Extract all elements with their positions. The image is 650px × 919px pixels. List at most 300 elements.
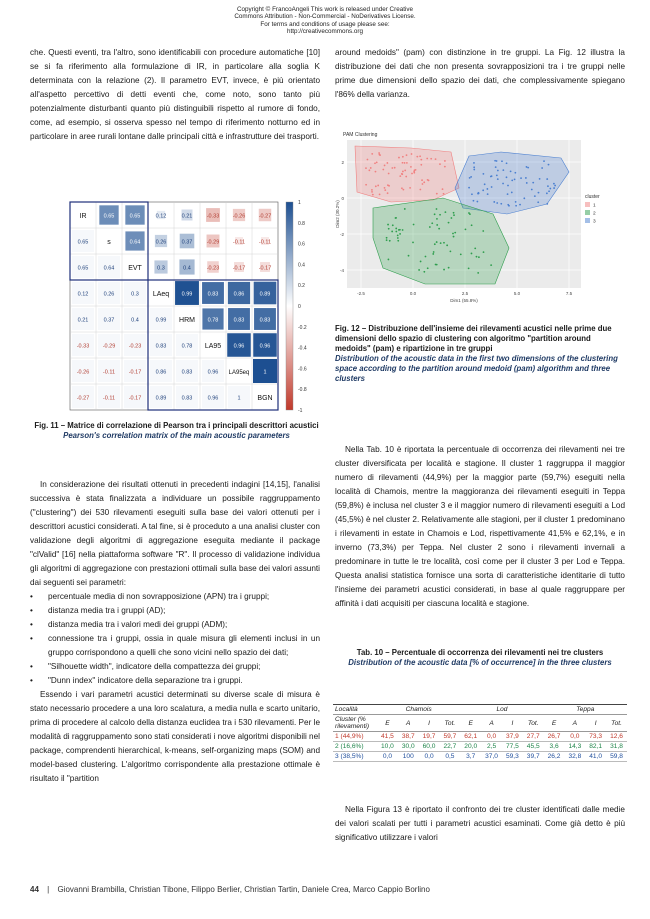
tab10-caption <box>335 648 625 668</box>
data-point <box>514 172 516 174</box>
x-axis-label: Dim1 (55.8%) <box>450 298 478 303</box>
table-cell: 2,5 <box>486 743 497 750</box>
bullet-item: • percentuale media di non sovrapposizione (APN) tra i gruppi; <box>30 590 320 604</box>
matrix-value: 1 <box>237 395 241 402</box>
table-cell: 0,0 <box>382 753 392 760</box>
table-cell: 59,3 <box>505 753 519 760</box>
data-point <box>387 192 389 194</box>
data-point <box>432 253 434 255</box>
bullet-item: • distanza media tra i valori medi dei gruppi (ADM); <box>30 618 320 632</box>
y-tick-label: 0 <box>341 196 344 201</box>
paragraph: Nella Figura 13 è riportato il confronto dei tre cluster identificati dalle medie dei valori scalati per tutti i parametri acustici esaminati. Come già detto è più significativo utilizzare i valori <box>335 805 625 842</box>
data-point <box>382 169 384 171</box>
table-cell: 3,7 <box>466 753 476 760</box>
data-point <box>402 162 404 164</box>
data-point <box>423 271 425 273</box>
data-point <box>436 193 438 195</box>
table-row <box>333 732 627 742</box>
data-point <box>491 175 493 177</box>
data-point <box>511 192 513 194</box>
data-point <box>439 214 441 216</box>
data-point <box>539 178 541 180</box>
data-point <box>368 169 370 171</box>
matrix-value: -0.23 <box>206 265 220 272</box>
data-point <box>484 183 486 185</box>
table-cell: 3,6 <box>549 743 559 750</box>
matrix-value: 0.86 <box>233 291 245 298</box>
x-tick-label: 5.0 <box>513 291 521 296</box>
data-point <box>446 244 448 246</box>
data-point <box>468 187 470 189</box>
data-point <box>448 222 450 224</box>
data-point <box>465 228 467 230</box>
x-tick-label: -2.5 <box>357 291 365 296</box>
data-point <box>471 253 473 255</box>
table-cell: 60,0 <box>422 743 436 750</box>
data-point <box>436 264 438 266</box>
colorbar-tick: -1 <box>298 408 303 414</box>
data-point <box>379 154 381 156</box>
matrix-value: -0.29 <box>206 239 220 246</box>
data-point <box>497 170 499 172</box>
data-point <box>402 189 404 191</box>
header-cell: A <box>406 719 411 727</box>
data-point <box>427 179 429 181</box>
page-footer <box>30 885 430 894</box>
data-point <box>440 242 442 244</box>
data-point <box>408 255 410 257</box>
matrix-value: -0.17 <box>258 265 272 272</box>
table-cell: 3 (38,5%) <box>335 753 364 760</box>
matrix-value: 0.83 <box>259 317 271 324</box>
paragraph: In considerazione dei risultati ottenuti in precedenti indagini [14,15], l'analisi successiva è stata finalizzata a individuare un possibile raggruppamento ("clustering") dei 530 rilevamenti eseguiti sulla base dei valori ottenuti per i descrittori acustici considerati. A tal fine, si è proceduto a una analisi cluster con validazione degli algoritmi di aggregazione eseguita mediante il package "clValid" [16] nella piattaforma software "R". Il processo di validazione individua gli algoritmi di aggregazione con prestazioni ottimali sulla base dei valori assunti dai seguenti sei parametri: <box>30 480 320 587</box>
table-cell: 10,0 <box>380 743 394 750</box>
table-cell: 22,7 <box>443 743 457 750</box>
header-cell: Tot. <box>611 719 622 727</box>
header-cell: Cluster (% rilevamenti) <box>335 716 370 730</box>
table-cell: 31,8 <box>610 743 623 750</box>
data-point <box>379 193 381 195</box>
matrix-value: 0.65 <box>129 213 141 220</box>
notice-line: For terms and conditions of usage please see: <box>260 20 390 28</box>
data-point <box>397 234 399 236</box>
matrix-value: 0.78 <box>181 343 193 350</box>
copyright-notice <box>0 6 650 35</box>
data-point <box>374 162 376 164</box>
matrix-label: LA95eq <box>228 370 250 376</box>
data-point <box>388 173 390 175</box>
data-point <box>553 187 555 189</box>
colorbar-tick: 0.2 <box>298 283 305 290</box>
data-point <box>453 214 455 216</box>
data-point <box>460 253 462 255</box>
data-point <box>520 177 522 179</box>
table-cell: 0,0 <box>424 753 434 760</box>
data-point <box>434 213 436 215</box>
matrix-value: 0.83 <box>207 291 219 298</box>
data-point <box>468 267 470 269</box>
footer-separator: | <box>47 885 50 894</box>
bullet-item: • "Dunn index" indicatore della separazione tra i gruppi. <box>30 674 320 688</box>
header-cell: E <box>468 719 473 727</box>
data-point <box>474 247 476 249</box>
notice-line: Commons Attribution - Non-Commercial - NoDerivatives License. <box>234 13 416 21</box>
matrix-value: -0.11 <box>232 239 246 246</box>
data-point <box>397 240 399 242</box>
data-point <box>444 166 446 168</box>
table-cell: 27,7 <box>526 733 540 740</box>
data-point <box>376 162 378 164</box>
data-point <box>431 222 433 224</box>
matrix-value: 0.96 <box>207 369 219 376</box>
data-point <box>473 169 475 171</box>
data-point <box>482 189 484 191</box>
data-point <box>501 160 503 162</box>
data-point <box>452 233 454 235</box>
data-point <box>549 188 551 190</box>
matrix-value: 0.21 <box>181 213 193 220</box>
left-column-bottom <box>30 478 320 786</box>
data-point <box>478 192 480 194</box>
data-point <box>386 239 388 241</box>
colorbar-tick: -0.4 <box>298 345 307 352</box>
matrix-value: -0.11 <box>102 369 116 376</box>
table-cell: 37,0 <box>485 753 498 760</box>
header-cell: A <box>489 719 494 727</box>
right-column-bottom <box>335 803 625 845</box>
matrix-value: 0.12 <box>77 291 89 298</box>
data-point <box>502 169 504 171</box>
data-point <box>490 264 492 266</box>
matrix-value: -0.11 <box>258 239 272 246</box>
data-point <box>409 187 411 189</box>
data-point <box>546 178 548 180</box>
data-point <box>438 228 440 230</box>
data-point <box>514 178 516 180</box>
data-point <box>547 185 549 187</box>
data-point <box>395 231 397 233</box>
data-point <box>470 176 472 178</box>
bullet-item: • connessione tra i gruppi, ossia in quale misura gli elementi inclusi in un gruppo corrispondono a quelli che sono vicini nello spazio dei dati; <box>30 632 320 660</box>
data-point <box>365 184 367 186</box>
data-point <box>487 193 489 195</box>
bullet-item: • "Silhouette width", indicatore della compattezza dei gruppi; <box>30 660 320 674</box>
legend-label: 1 <box>593 203 596 209</box>
data-point <box>404 208 406 210</box>
matrix-label: HRM <box>179 317 195 324</box>
data-point <box>427 267 429 269</box>
header-cell: E <box>551 719 557 727</box>
notice-link[interactable]: http://creativecommons.org <box>287 27 363 35</box>
matrix-label: IR <box>79 213 87 220</box>
table-cell: 77,5 <box>505 743 519 750</box>
data-point <box>543 160 545 162</box>
data-point <box>420 159 422 161</box>
matrix-value: -0.29 <box>102 343 116 350</box>
data-point <box>425 256 427 258</box>
data-point <box>519 204 521 206</box>
data-point <box>404 162 406 164</box>
data-point <box>483 251 485 253</box>
data-point <box>453 212 455 214</box>
matrix-value: 0.96 <box>207 395 219 402</box>
colorbar-tick: 0.4 <box>298 262 305 269</box>
data-point <box>453 236 455 238</box>
matrix-value: 0.83 <box>181 395 193 402</box>
matrix-value: -0.17 <box>128 395 142 402</box>
data-point <box>532 182 534 184</box>
header-cell: I <box>594 719 597 727</box>
table-cell: 82,1 <box>589 743 603 750</box>
data-point <box>491 186 493 188</box>
matrix-value: 0.99 <box>155 317 167 324</box>
fig11-caption-it: Fig. 11 – Matrice di correlazione di Pearson tra i principali descrittori acustici <box>34 421 319 430</box>
data-point <box>477 272 479 274</box>
data-point <box>412 242 414 244</box>
matrix-value: 0.4 <box>131 317 139 324</box>
table-cell: 100 <box>402 753 414 760</box>
data-point <box>371 153 373 155</box>
data-point <box>391 167 393 169</box>
table-cell: 38,7 <box>401 733 415 740</box>
matrix-value: 0.89 <box>155 395 167 402</box>
colorbar-tick: -0.8 <box>298 387 307 394</box>
data-point <box>420 261 422 263</box>
data-point <box>398 157 400 159</box>
data-point <box>422 183 424 185</box>
table-cell: 0,0 <box>570 733 580 740</box>
data-point <box>482 173 484 175</box>
data-point <box>442 188 444 190</box>
table-cell: 26,2 <box>547 753 561 760</box>
data-point <box>515 201 517 203</box>
matrix-value: 0.65 <box>103 213 115 220</box>
y-tick-label: -2 <box>339 232 344 237</box>
matrix-value: 0.37 <box>103 317 115 324</box>
table-cell: 0,0 <box>486 733 497 740</box>
data-point <box>401 173 403 175</box>
data-point <box>434 243 436 245</box>
matrix-value: 0.96 <box>233 343 245 350</box>
data-point <box>421 179 423 181</box>
data-point <box>476 201 478 203</box>
data-point <box>426 158 428 160</box>
data-point <box>496 160 498 162</box>
y-tick-label: -4 <box>339 268 344 273</box>
data-point <box>399 233 401 235</box>
table-cell: 1 (44,9%) <box>335 733 364 740</box>
data-point <box>506 176 508 178</box>
matrix-value: -0.27 <box>258 213 272 220</box>
matrix-value: 0.83 <box>233 317 245 324</box>
data-point <box>387 224 389 226</box>
paragraph: che. Questi eventi, tra l'altro, sono identificabili con procedure automatiche [10] se si fa riferimento alla formulazione di IR, in particolare alla soglia K determinata con la relazione (2). Il parametro EVT, invece, è più orientato all'aspetto percettivo di detti eventi che, come noto, sono tanto più potenzialmente disturbanti quanto più distinguibili rispetto al rumore di fondo, come, ad esempio, si osserva spesso nel tempo di riferimento notturno ed in particolare in aree rurali lontane dalle principali città e infrastrutture dei trasporti. <box>30 48 320 141</box>
matrix-value: 0.83 <box>181 369 193 376</box>
data-point <box>443 193 445 195</box>
table-row <box>333 752 627 762</box>
data-point <box>473 162 475 164</box>
colorbar-tick: 1 <box>298 200 301 206</box>
fig11-caption <box>34 421 319 441</box>
data-point <box>404 170 406 172</box>
legend-label: 3 <box>593 219 596 225</box>
data-point <box>406 162 408 164</box>
data-point <box>496 202 498 204</box>
colorbar-tick: 0.8 <box>298 220 305 227</box>
data-point <box>515 205 517 207</box>
table-cell: 26,7 <box>547 733 561 740</box>
data-point <box>411 173 413 175</box>
data-point <box>401 187 403 189</box>
data-point <box>377 185 379 187</box>
matrix-value: 0.64 <box>103 265 115 272</box>
data-point <box>507 185 509 187</box>
table-cell: 41,5 <box>380 733 394 740</box>
data-point <box>419 189 421 191</box>
data-point <box>443 269 445 271</box>
paragraph: Essendo i vari parametri acustici determinati su diverse scale di misura è stato necessario procedere a una loro scalatura, a media nulla e scarto unitario, prima di procedere al calcolo della distanza euclidea tra i 530 rilevamenti. Per le modalità di raggruppamento sono stati considerati i nove algoritmi disponibili nel package, comprendenti hierarchical, k-means, self-organizing maps (SOM) and model-based clustering. L'algoritmo corrispondente alla prestazione ottimale è risultato il "partition <box>30 690 320 783</box>
data-point <box>370 167 372 169</box>
matrix-value: 0.89 <box>259 291 271 298</box>
data-point <box>413 172 415 174</box>
data-point <box>399 175 401 177</box>
data-point <box>508 205 510 207</box>
data-point <box>395 217 397 219</box>
matrix-value: -0.26 <box>76 369 90 376</box>
header-cell: E <box>385 719 390 727</box>
data-point <box>416 156 418 158</box>
data-point <box>527 167 529 169</box>
data-point <box>415 169 417 171</box>
data-point <box>546 192 548 194</box>
header-cell: I <box>428 719 430 727</box>
data-point <box>526 182 528 184</box>
data-point <box>510 171 512 173</box>
paragraph: around medoids" (pam) con distinzione in tre gruppi. La Fig. 12 illustra la distribuzione dei dati che non presenta sovrapposizioni tra i tre gruppi nelle prime due dimensioni dello spazio dei dati, che complessivamente spiegano l'86% della varianza. <box>335 48 625 99</box>
data-point <box>423 181 425 183</box>
matrix-value: 0.3 <box>157 265 165 272</box>
data-point <box>378 152 380 154</box>
data-point <box>531 189 533 191</box>
data-point <box>497 178 499 180</box>
table-cell: 73,3 <box>589 733 603 740</box>
matrix-label: EVT <box>128 265 142 272</box>
data-point <box>429 226 431 228</box>
paragraph: Nella Tab. 10 è riportata la percentuale di occorrenza dei rilevamenti nei tre cluster diversificata per località e stagione. Il cluster 1 raggruppa il maggior numero di rilevamenti (44,9%) per la maggior parte (59,7%) eseguiti nella località di Chamois, mentre la maggioranza dei rilevamenti eseguiti in Teppa (59,8%) è inclusa nel cluster 3 e il maggior numero di rilevamenti eseguiti a Lod (45,5%) è nel cluster 2. Relativamente alle stagioni, per il cluster 1 predominano i rilevamenti in estate in Chamois e Lod, rispettivamente 41,5% e 62,1%, e in inverno (73,3%) per Teppa. Nel cluster 2 sono i rilevamenti invernali a predominare in tutte le tre località, così come per il cluster 3 per Lod e Teppa. Questa analisi statistica fornisce una sorta di caratteristiche identitarie di tutto l'insieme dei parametri acustici considerati, in base al quale raggruppare per affinità i dati acquisiti per ciascuna località e stagione. <box>335 445 625 608</box>
data-point <box>538 192 540 194</box>
data-point <box>391 231 393 233</box>
fig12-caption <box>335 324 625 384</box>
data-point <box>392 224 394 226</box>
table-cell: 30,0 <box>401 743 415 750</box>
data-point <box>526 166 528 168</box>
data-point <box>486 188 488 190</box>
matrix-value: 0.86 <box>155 369 167 376</box>
table-header-row <box>333 705 627 715</box>
data-point <box>395 228 397 230</box>
data-point <box>367 159 369 161</box>
data-point <box>471 224 473 226</box>
table-cell: 62,1 <box>464 733 478 740</box>
data-point <box>507 193 509 195</box>
data-point <box>435 158 437 160</box>
data-point <box>541 167 543 169</box>
table-cell: 45,5 <box>526 743 540 750</box>
table-cell: 0,5 <box>445 753 455 760</box>
header-cell: Chamois <box>405 706 432 713</box>
data-point <box>402 171 404 173</box>
data-point <box>371 189 373 191</box>
header-cell: Lod <box>496 706 508 713</box>
data-point <box>372 194 374 196</box>
data-point <box>386 162 388 164</box>
matrix-value: 0.65 <box>77 239 89 246</box>
footer-authors: Giovanni Brambilla, Christian Tibone, Filippo Berlier, Christian Tartin, Daniele Crea, Marco Cappio Borlino <box>57 885 430 894</box>
data-point <box>420 164 422 166</box>
matrix-value: 0.83 <box>155 343 167 350</box>
data-point <box>384 165 386 167</box>
table-cell: 12,6 <box>610 733 623 740</box>
notice-line: Copyright © FrancoAngeli This work is released under Creative <box>236 6 414 13</box>
data-point <box>410 166 412 168</box>
fig11-figure <box>66 196 316 416</box>
data-point <box>473 166 475 168</box>
data-point <box>511 179 513 181</box>
data-point <box>436 218 438 220</box>
colorbar-tick: 0.6 <box>298 241 305 248</box>
data-point <box>523 197 525 199</box>
data-point <box>406 154 408 156</box>
data-point <box>500 203 502 205</box>
table-cell: 59,8 <box>610 753 623 760</box>
data-point <box>506 162 508 164</box>
data-point <box>430 158 432 160</box>
data-point <box>413 224 415 226</box>
legend-swatch <box>585 210 590 215</box>
data-point <box>371 191 373 193</box>
matrix-value: -0.26 <box>232 213 246 220</box>
matrix-value: 0.78 <box>207 317 219 324</box>
matrix-value: -0.27 <box>76 395 90 402</box>
data-point <box>433 251 435 253</box>
data-point <box>469 177 471 179</box>
right-column-middle <box>335 443 625 611</box>
table-cell: 59,7 <box>443 733 457 740</box>
y-axis-label: Dim2 (30.2%) <box>335 200 340 228</box>
matrix-label: BGN <box>257 395 273 402</box>
header-cell: Tot. <box>527 719 539 727</box>
table-cell: 19,7 <box>422 733 436 740</box>
data-point <box>394 167 396 169</box>
x-tick-label: 0.0 <box>409 291 417 296</box>
header-cell: A <box>572 719 578 727</box>
colorbar-tick: -0.6 <box>298 366 307 373</box>
data-point <box>451 217 453 219</box>
y-tick-label: 2 <box>341 160 344 165</box>
matrix-value: -0.17 <box>232 265 246 272</box>
matrix-value: -0.33 <box>76 343 90 350</box>
matrix-value: -0.17 <box>128 369 142 376</box>
matrix-value: 0.12 <box>155 213 167 220</box>
data-point <box>436 208 438 210</box>
data-point <box>444 211 446 213</box>
data-point <box>525 177 527 179</box>
matrix-value: 0.65 <box>77 265 89 272</box>
table-cell: 39,7 <box>526 753 540 760</box>
x-tick-label: 2.5 <box>461 291 469 296</box>
data-point <box>411 153 413 155</box>
header-cell: Tot. <box>444 719 456 727</box>
